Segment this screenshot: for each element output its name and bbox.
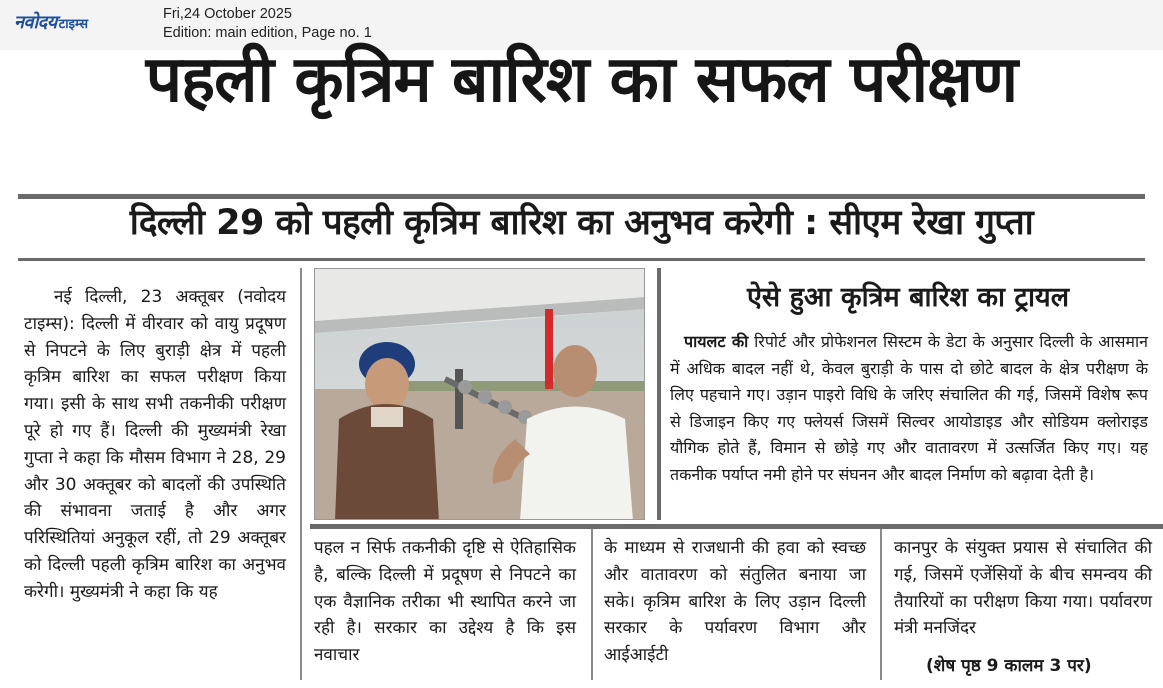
treeline xyxy=(405,381,645,391)
box-body xyxy=(670,329,1148,488)
logo-sub-text: टाइम्स xyxy=(58,17,88,32)
edition-info: Edition: main edition, Page no. 1 xyxy=(163,25,372,41)
continued-note[interactable]: (शेष पृष्ठ 9 कालम 3 पर) xyxy=(926,656,1092,676)
article-photo[interactable] xyxy=(314,268,645,520)
edition-meta xyxy=(163,5,372,43)
box-bottom-border xyxy=(310,524,1163,529)
sub-headline: दिल्ली 29 को पहली कृत्रिम बारिश का अनुभव करेगी : सीएम रेखा गुप्ता xyxy=(129,203,1034,243)
article-column-3 xyxy=(604,535,866,669)
column-divider-2 xyxy=(591,528,593,680)
box-left-border xyxy=(657,268,661,520)
newspaper-logo[interactable] xyxy=(14,10,88,32)
box-body-text: रिपोर्ट और प्रोफेशनल सिस्टम के डेटा के अनुसार दिल्ली के आसमान में अधिक बादल नहीं थे, केवल बुराड़ी के पास दो छोटे बादल के क्षेत्र परीक्षण के लिए पहचाने गए। उड़ान पाइरो विधि के जरिए संचालित की गई, जिसमें विशेष रूप से डिजाइन किए गए फ्लेयर्स जिसमें सिल्वर आयोडाइड और सोडियम क्लोराइड यौगिक होते हैं, विमान से छोड़े गए और वातावरण में उत्सर्जित किए गए। यह तकनीक पर्याप्त नमी होने पर संघनन और बादल निर्माण को बढ़ावा देती है। xyxy=(670,332,1148,484)
headline-divider xyxy=(18,194,1145,199)
subheadline-divider xyxy=(18,258,1145,261)
article-column-2-text: पहल न सिर्फ तकनीकी दृष्टि से ऐतिहासिक है, बल्कि दिल्ली में प्रदूषण से निपटने का एक वैज्ञानिक तरीका भी स्थापित करने जा रही है। सरकार का उद्देश्य है कि इस नवाचार xyxy=(314,538,576,666)
article-column-3-text: के माध्यम से राजधानी की हवा को स्वच्छ और वातावरण को संतुलित बनाया जा सके। कृत्रिम बारिश के लिए उड़ान दिल्ली सरकार के पर्यावरण विभाग और आईआईटी xyxy=(604,538,866,666)
box-title: ऐसे हुआ कृत्रिम बारिश का ट्रायल xyxy=(747,282,1069,313)
article-column-4 xyxy=(894,535,1152,642)
article-column-2 xyxy=(314,535,576,669)
box-paragraph xyxy=(670,329,1148,488)
article-column-4-text: कानपुर के संयुक्त प्रयास से संचालित की गई, जिसमें एजेंसियों के बीच समन्वय की तैयारियों का परीक्षण किया गया। पर्यावरण मंत्री मनजिंदर xyxy=(894,538,1152,639)
column-divider-1 xyxy=(300,268,302,680)
article-column-1-text: नई दिल्ली, 23 अक्तूबर (नवोदय टाइम्स): दिल्ली में वीरवार को वायु प्रदूषण से निपटने के लिए बुराड़ी क्षेत्र में पहली कृत्रिम बारिश का सफल परीक्षण किया गया। इसी के साथ सभी तकनीकी परीक्षण पूरे हो गए हैं। दिल्ली की मुख्यमंत्री रेखा गुप्ता ने कहा कि मौसम विभाग ने 28, 29 और 30 अक्तूबर को बादलों की उपस्थिति की संभावना जताई है और अगर परिस्थितियां अनुकूल रहीं, तो 29 अक्तूबर को दिल्ली पहली कृत्रिम बारिश का अनुभव करेगी। मुख्यमंत्री ने कहा कि यह xyxy=(24,287,286,602)
logo-main-text: नवोदय xyxy=(14,12,57,33)
photo-graphic xyxy=(315,269,645,520)
article-column-1 xyxy=(24,284,286,606)
box-lead: पायलट की xyxy=(684,332,749,351)
edition-date: Fri,24 October 2025 xyxy=(163,6,292,22)
main-headline: पहली कृत्रिम बारिश का सफल परीक्षण xyxy=(145,43,1018,117)
column-divider-3 xyxy=(880,528,882,680)
